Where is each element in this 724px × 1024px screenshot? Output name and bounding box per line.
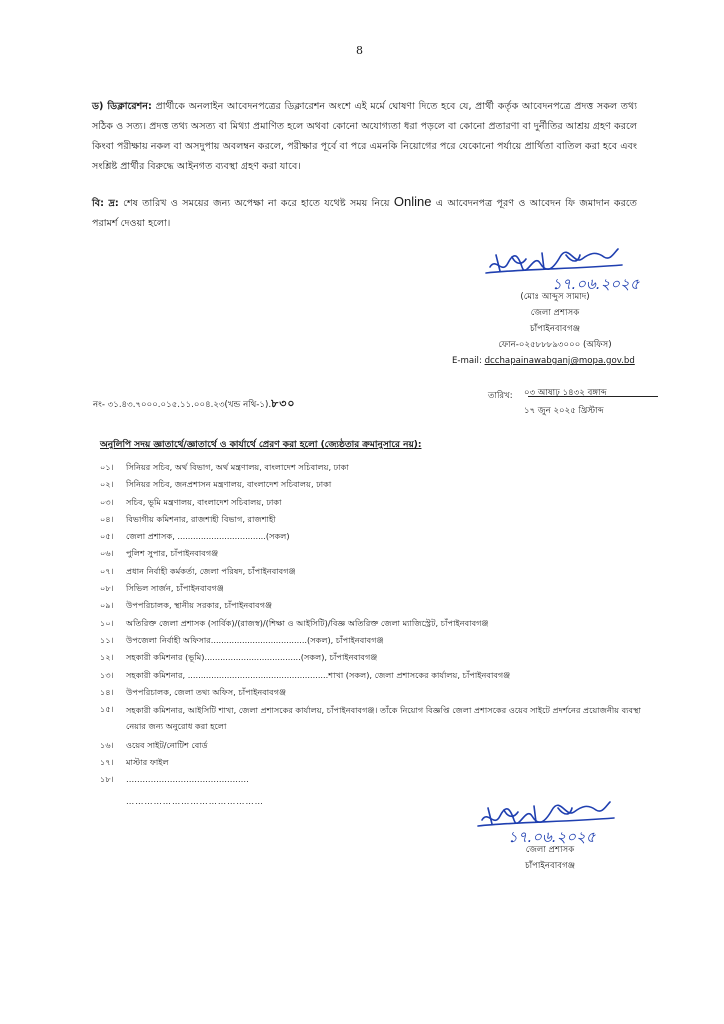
date-values	[524, 384, 607, 420]
list-item: ০৯। উপপরিচালক, স্থানীয় সরকার, চাঁপাইনবাবগঞ্জ	[100, 600, 273, 611]
signatory-phone: ফোন-০২৫৮৮৮৯৩০০০ (অফিস)	[498, 340, 612, 350]
bottom-signature-image	[474, 800, 659, 848]
bottom-signature-date: ১৭.০৬.২০২৫	[508, 828, 596, 846]
list-item: ০৩। সচিব, ভূমি মন্ত্রণালয়, বাংলাদেশ সচিবালয়, ঢাকা	[100, 496, 282, 507]
memo-serial: ৮৩০	[271, 397, 296, 410]
list-item: ১২। সহকারী কমিশনার (ভূমি).....................................(সকল), চাঁপাইনবাবগঞ্জ	[100, 652, 378, 663]
date-english: ১৭ জুন ২০২৫ খ্রিস্টাব্দ	[524, 406, 604, 416]
note-text-after: এ আবেদনপত্র পূরণ ও আবেদন ফি জমাদান করতে পরামর্শ দেওয়া হলো।	[92, 198, 637, 229]
note-online: Online	[393, 194, 432, 209]
note-paragraph	[92, 192, 637, 234]
list-item: ১০। অতিরিক্ত জেলা প্রশাসক (সার্বিক)/(রাজস্ব)/(শিক্ষা ও আইসিটি)/বিজ্ঞ অতিরিক্ত জেলা ম্যাজিস্ট্রেট, চাঁপাইনবাবগঞ্জ	[100, 617, 489, 628]
cc-list	[100, 459, 660, 789]
date-bangla: ০৩ আষাঢ় ১৪৩২ বঙ্গাব্দ	[524, 388, 607, 398]
list-item: ০১। সিনিয়র সচিব, অর্থ বিভাগ, অর্থ মন্ত্রণালয়, বাংলাদেশ সচিবালয়, ঢাকা	[100, 462, 349, 472]
list-item: ০৬। পুলিশ সুপার, চাঁপাইনবাবগঞ্জ	[100, 548, 219, 559]
declaration-label: ড) ডিক্লারেশন:	[92, 101, 152, 112]
list-item: ০৭। প্রধান নির্বাহী কর্মকর্তা, জেলা পরিষদ, চাঁপাইনবাবগঞ্জ	[100, 565, 296, 576]
list-item: ১১। উপজেলা নির্বাহী অফিসার.....................................(সকল), চাঁপাইনবাবগঞ্জ	[100, 634, 384, 645]
declaration-paragraph	[92, 97, 637, 177]
declaration-text: প্রার্থীকে অনলাইন আবেদনপত্রের ডিক্লারেশন অংশে এই মর্মে ঘোষণা দিতে হবে যে, প্রার্থী কর্তৃক আবেদনপত্রে প্রদত্ত সকল তথ্য সঠিক ও সত্য। প্রদত্ত তথ্য অসত্য বা মিথ্যা প্রমাণিত হলে অথবা কোনো অযোগ্যতা ধরা পড়লে বা কোনো প্রতারণা বা দুর্নীতির আশ্রয় গ্রহণ করলে কিংবা পরীক্ষায় নকল বা অসদুপায় অবলম্বন করলে, পরীক্ষার পূর্বে বা পরে এমনকি নিয়োগের পরে যেকোনো পর্যায়ে প্রার্থিতা বাতিল করা হবে এবং সংশ্লিষ্ট প্রার্থীর বিরুদ্ধে আইনগত ব্যবস্থা গ্রহণ করা যাবে।	[92, 101, 637, 172]
date-divider	[528, 396, 658, 397]
list-item: ০৪। বিভাগীয় কমিশনার, রাজশাহী বিভাগ, রাজশাহী	[100, 513, 276, 524]
list-item: ১৮। ………………………………………	[100, 774, 249, 785]
bottom-signatory-block	[495, 842, 605, 874]
email-label: E-mail:	[452, 356, 482, 366]
bottom-signatory-district: চাঁপাইনবাবগঞ্জ	[524, 861, 576, 871]
note-label: বি: দ্র:	[92, 198, 119, 209]
list-item: ১৪। উপপরিচালক, জেলা তথ্য অফিস, চাঁপাইনবাবগঞ্জ	[100, 686, 287, 697]
extra-dotted-line: ………………………………………	[126, 796, 264, 806]
list-item: ০৫। জেলা প্রশাসক, ..................................(সকল)	[100, 531, 290, 542]
signatory-designation: জেলা প্রশাসক	[530, 308, 580, 318]
list-item: ০২। সিনিয়র সচিব, জনপ্রশাসন মন্ত্রণালয়, বাংলাদেশ সচিবালয়, ঢাকা	[100, 479, 332, 490]
date-label: তারিখ:	[488, 391, 513, 401]
signatory-block	[480, 289, 630, 353]
list-item: ১৫। সহকারী কমিশনার, আইসিটি শাখা, জেলা প্রশাসকের কার্যালয়, চাঁপাইনবাবগঞ্জ। তাঁকে নিয়োগ বিজ্ঞপ্তি জেলা প্রশাসকের ওয়েব সাইটে প্রদর্শনের প্রয়োজনীয় ব্যবস্থা নেয়ার জন্য অনুরোধ করা হলো	[100, 704, 641, 732]
list-item: ০৮। সিভিল সার্জন, চাঁপাইনবাবগঞ্জ	[100, 583, 224, 594]
list-item: ১৭। মাস্টার ফাইল	[100, 757, 169, 768]
memo-reference	[93, 395, 296, 414]
note-text-before: শেষ তারিখ ও সময়ের জন্য অপেক্ষা না করে হাতে যথেষ্ট সময় নিয়ে	[123, 198, 390, 209]
page-number: 8	[356, 44, 363, 57]
memo-number: নং- ৩১.৪৩.৭০০০.০১৫.১১.০০৪.২৩(খন্ড নথি-১).	[93, 400, 272, 410]
signatory-name: (মোঃ আব্দুস সামাদ)	[520, 292, 590, 302]
signatory-email-line	[452, 353, 635, 369]
signature-date: ১৭.০৬.২০২৫	[552, 275, 640, 293]
signature-image	[482, 245, 662, 295]
signatory-district: চাঁপাইনবাবগঞ্জ	[529, 324, 581, 334]
cc-heading: অনুলিপি সদয় জ্ঞাতার্থে/জ্ঞাতার্থে ও কার্যার্থে প্রেরণ করা হলো (জ্যেষ্ঠতার ক্রমানুসারে নয়):	[100, 440, 422, 450]
bottom-signatory-designation: জেলা প্রশাসক	[525, 845, 575, 855]
email-link[interactable]: dcchapainawabganj@mopa.gov.bd	[484, 356, 635, 366]
list-item: ১৩। সহকারী কমিশনার, ......................................................শাখা (সকল), জেলা প্রশাসকের কার্যালয়, চাঁপাইনবাবগঞ্জ	[100, 669, 511, 680]
list-item: ১৬। ওয়েব সাইট/নোটিশ বোর্ড	[100, 739, 208, 750]
